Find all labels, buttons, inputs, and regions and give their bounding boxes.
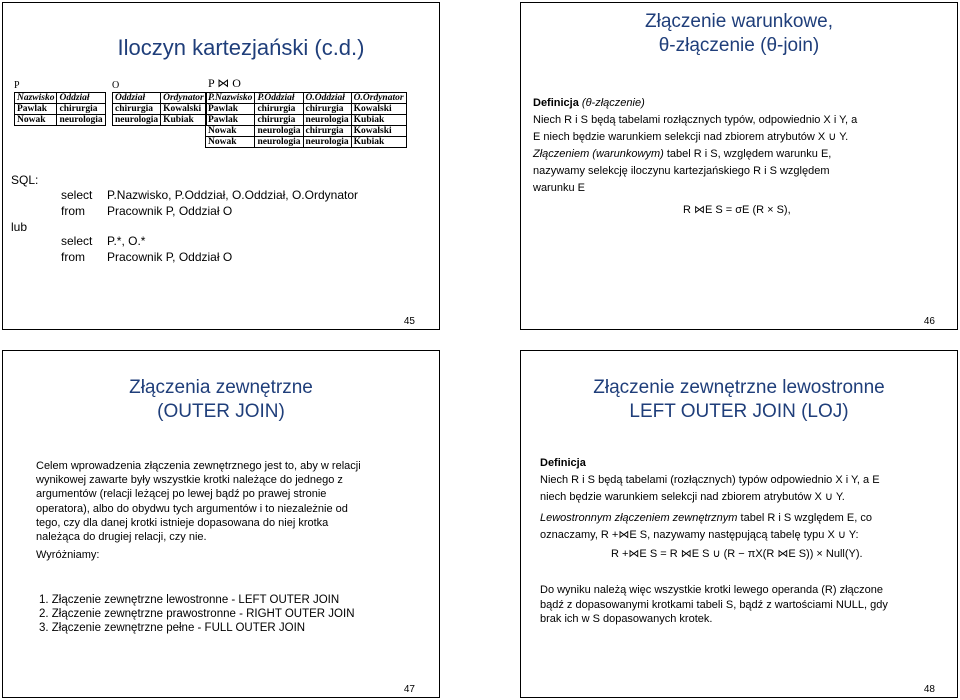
loj-explanation [540, 583, 888, 627]
slide-48 [520, 350, 958, 698]
table-cell: Nowak [206, 137, 255, 148]
table-header: P.Oddział [255, 93, 303, 104]
lub-label: lub [11, 220, 28, 234]
list-item: 1. Złączenie zewnętrzne lewostronne - LEFT OUTER JOIN [39, 594, 340, 606]
table-cell: Nowak [15, 115, 57, 126]
loj-formula: R +⋈E S = R ⋈E S ∪ (R − πX(R ⋈E S)) × Null(Y). [611, 548, 863, 560]
definition-line: nazywamy selekcję iloczynu kartezjańskiego R i S względem [533, 165, 830, 177]
page-number: 48 [923, 684, 935, 695]
sql-keyword: from [61, 204, 85, 218]
table-cell: Kubiak [351, 137, 406, 148]
table-cell: Kowalski [351, 126, 406, 137]
sql-keyword: select [61, 188, 93, 202]
definition-line: niech będzie warunkiem selekcji nad zbiorem atrybutów X ∪ Y. [540, 491, 845, 503]
outer-join-paragraph [36, 459, 361, 562]
table-cell: chirurgia [255, 104, 303, 115]
slide-46-title-line2: θ-złączenie (θ-join) [658, 35, 820, 56]
table-cell: neurologia [113, 115, 161, 126]
definition-subtitle: (θ-złączenie) [578, 97, 645, 109]
table-header: O.Ordynator [351, 93, 406, 104]
table-cell: chirurgia [303, 104, 351, 115]
sql-text: P.Nazwisko, P.Oddział, O.Oddział, O.Ordynator [107, 188, 358, 202]
table-cell: chirurgia [303, 126, 351, 137]
sql-keyword: from [61, 250, 85, 264]
definition-term: Złączeniem (warunkowym) [533, 148, 664, 160]
definition-line: Niech R i S będą tabelami (rozłącznych) typów odpowiednio X i Y, a E [540, 474, 880, 486]
sql-text: Pracownik P, Oddział O [107, 204, 233, 218]
paragraph-line: brak ich w S dopasowanych krotek. [540, 613, 713, 625]
paragraph-line: Wyróżniamy: [36, 549, 100, 562]
paragraph-line: Do wyniku należą więc wszystkie krotki lewego operanda (R) złączone [540, 584, 883, 596]
table-o [112, 92, 207, 126]
page-number: 46 [923, 316, 935, 327]
definition-term: Lewostronnym złączeniem zewnętrznym [540, 512, 738, 524]
table-cell: Pawlak [15, 104, 57, 115]
definition-line: warunku E [533, 182, 585, 194]
definition-line: E niech będzie warunkiem selekcji nad zbiorem atrybutów X ∪ Y. [533, 131, 849, 143]
relation-o-label: O [112, 80, 120, 91]
sql-keyword: select [61, 234, 93, 248]
slide-46 [520, 2, 958, 330]
definition-line: oznaczamy, R +⋈E S, nazywamy następującą tabelę typu X ∪ Y: [540, 529, 859, 541]
table-cell: Kowalski [351, 104, 406, 115]
page-number: 45 [403, 316, 415, 327]
table-header: O.Oddział [303, 93, 351, 104]
paragraph-line: operatora), albo do obydwu tych argumentów i to niezależnie od [36, 502, 348, 515]
sql1-select-row [61, 188, 358, 202]
table-header: Oddział [113, 93, 161, 104]
table-cell: neurologia [255, 137, 303, 148]
table-cell: Kubiak [161, 115, 207, 126]
slide-45 [2, 2, 440, 330]
paragraph-line: należąca do drugiej relacji, czy nie. [36, 531, 207, 544]
table-p-x-o [205, 92, 407, 148]
table-header: Oddział [57, 93, 105, 104]
relation-pxo-label: P ⋈ O [208, 76, 241, 90]
table-p [14, 92, 106, 126]
sql-label: SQL: [11, 173, 39, 187]
definition-heading: Definicja [533, 97, 579, 109]
definition-block [533, 95, 953, 197]
slide-45-title: Iloczyn kartezjański (c.d.) [117, 35, 365, 60]
slide-46-title-line1: Złączenie warunkowe, [645, 11, 833, 32]
slide-47 [2, 350, 440, 698]
sql-text: Pracownik P, Oddział O [107, 250, 233, 264]
slide-48-title-line1: Złączenie zewnętrzne lewostronne [593, 377, 885, 398]
paragraph-line: bądź z dopasowanymi krotkami tabeli S, bądź z wartościami NULL, gdy [540, 598, 888, 611]
definition-heading: Definicja [540, 457, 586, 469]
list-item: 3. Złączenie zewnętrzne pełne - FULL OUTER JOIN [39, 622, 306, 634]
paragraph-line: argumentów (relacji leżącej po lewej bądź po prawej stronie [36, 488, 327, 501]
table-header: Ordynator [161, 93, 207, 104]
sql1-from-row [61, 204, 232, 218]
table-cell: neurologia [303, 137, 351, 148]
outer-join-list [39, 594, 355, 636]
definition-line: tabel R i S, względem warunku E, [663, 148, 832, 160]
table-cell: chirurgia [113, 104, 161, 115]
paragraph-line: tego, czy dla danej krotki istnieje dopasowana do niej krotka [36, 516, 329, 529]
list-item: 2. Złączenie zewnętrzne prawostronne - RIGHT OUTER JOIN [39, 608, 355, 620]
loj-definition-block [540, 455, 955, 544]
table-cell: Pawlak [206, 104, 255, 115]
paragraph-line: wynikowej zawarte były wszystkie krotki należące do jednego z [36, 474, 343, 487]
table-cell: Kubiak [351, 115, 406, 126]
slide-47-title-line1: Złączenia zewnętrzne [129, 377, 313, 398]
theta-join-formula: R ⋈E S = σE (R × S), [683, 204, 791, 216]
sql2-select-row [61, 234, 145, 248]
table-header: P.Nazwisko [206, 93, 255, 104]
definition-line: Niech R i S będą tabelami rozłącznych typów, odpowiednio X i Y, a [533, 114, 858, 126]
table-cell: Pawlak [206, 115, 255, 126]
paragraph-line: Celem wprowadzenia złączenia zewnętrznego jest to, aby w relacji [36, 460, 361, 472]
table-cell: Kowalski [161, 104, 207, 115]
table-cell: Nowak [206, 126, 255, 137]
table-header: Nazwisko [15, 93, 57, 104]
slide-47-title-line2: (OUTER JOIN) [157, 401, 285, 422]
definition-line: tabel R i S względem E, co [737, 512, 872, 524]
sql-text: P.*, O.* [107, 234, 146, 248]
table-cell: chirurgia [255, 115, 303, 126]
page-number: 47 [403, 684, 415, 695]
table-cell: neurologia [255, 126, 303, 137]
relation-p-label: P [14, 80, 20, 91]
table-cell: neurologia [303, 115, 351, 126]
table-cell: chirurgia [57, 104, 105, 115]
slide-48-title-line2: LEFT OUTER JOIN (LOJ) [629, 401, 849, 422]
sql2-from-row [61, 250, 232, 264]
table-cell: neurologia [57, 115, 105, 126]
